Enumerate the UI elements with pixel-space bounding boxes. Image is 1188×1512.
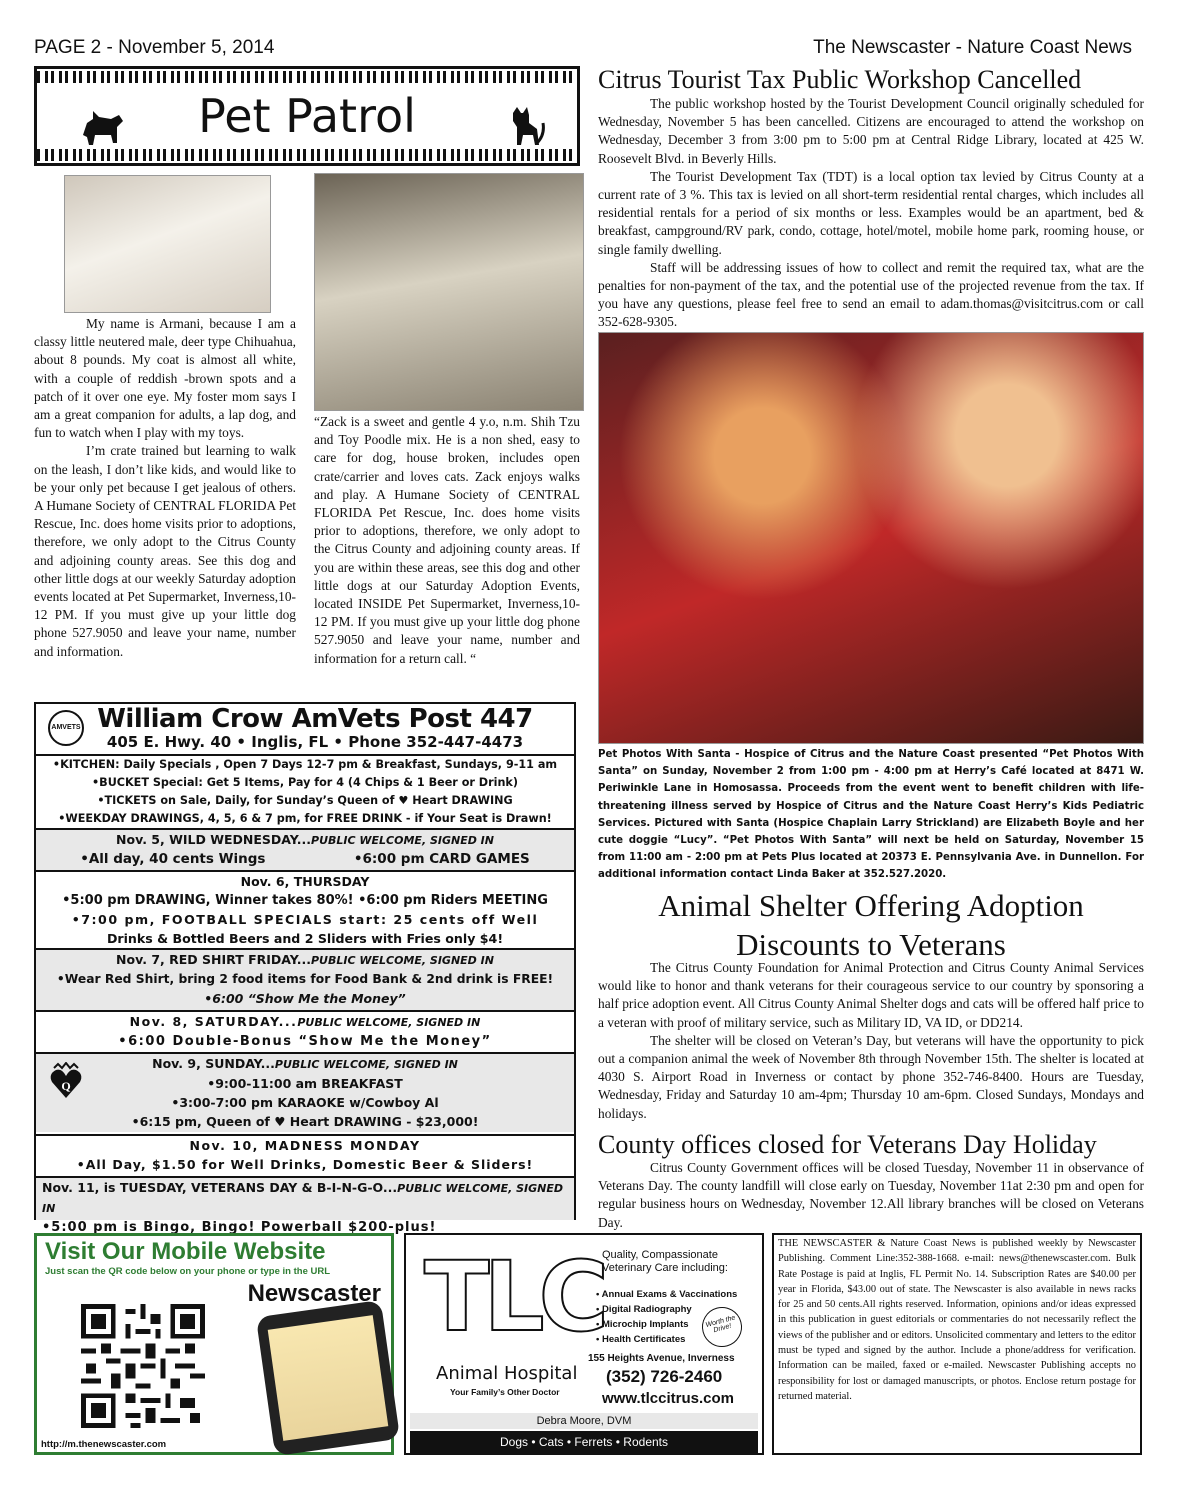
shelter-headline [598, 886, 1144, 964]
nov9-heading: Nov. 9, SUNDAY... [152, 1056, 275, 1071]
smartphone-icon [256, 1300, 400, 1456]
armani-paragraph-1: My name is Armani, because I am a classy little neutered male, deer type Chihuahua, about 8 pounds. My coat is almost all white, with a couple of reddish -brown spots and a patch of it over one eye. My foster mom says I am a great companion for adults, a lap dog, and fun to watch when I play with my toys. [34, 316, 296, 441]
amvets-advertisement [34, 702, 576, 1235]
publisher-text: THE NEWSCASTER & Nature Coast News is published weekly by Newscaster Publishing. Comment Line:352-388-1668. e-mail: news@thenewscaster.com. Bulk Rate Postage is paid at Inglis, FL Permit No. 14. Subscription Rates are $40.00 per year in Florida, $43.00 out of state. The Newscaster is also available in news racks for 25 and 50 cents.All rights reserved. Information, opinions and/or ideas expressed in this publication in guest editorials or commentaries do not necessarily reflect the views of the publisher and or editors. Unsolicited commentary and letters to the editor must be typed and signed by the author. Include a phone/address for verification. Information can be mailed, faxed or e-mailed. Newscaster Publishing accepts no responsibility for lost or damaged manuscripts, or photos. Enclose return postage for returned material. [778, 1238, 1136, 1402]
newscaster-brand: Newscaster [247, 1280, 381, 1307]
zack-shih-tzu-photo [314, 173, 584, 411]
mobile-ad-title: Visit Our Mobile Website [45, 1238, 326, 1265]
tickets-line: •TICKETS on Sale, Daily, for Sunday’s Queen of ♥ Heart DRAWING [97, 794, 513, 807]
shelter-paragraph-2: The shelter will be closed on Veteran’s Day, but veterans will have the opportunity to pick out a companion animal the week of November 8th through November 15th. The shelter is located at 4030 S. Airport Road in Inverness or contact by phone 352-746-8400. Hours are Tuesday, Wednesday, Friday and Saturday 10 am-4pm; Thursday 10 am-6pm. Closed Sundays, Mondays and holidays. [598, 1032, 1144, 1121]
nov7-heading: Nov. 7, RED SHIRT FRIDAY... [116, 952, 311, 967]
service-item: • Annual Exams & Vaccinations [596, 1287, 737, 1302]
nov8-double-bonus: •6:00 Double-Bonus “Show Me the Money” [118, 1034, 492, 1049]
tourist-tax-paragraph-1: The public workshop hosted by the Tourist Development Council originally scheduled for Wednesday, November 5 has been cancelled. Citizens are encouraged to attend the workshop on Wednesday, December 3 from 3:00 pm to 5:00 pm at Central Ridge Library, located at 425 W. Roosevelt Blvd. in Beverly Hills. [598, 96, 1144, 166]
nov6-drinks: Drinks & Bottled Beers and 2 Sliders with Fries only $4! [106, 931, 504, 946]
zack-story [314, 413, 580, 668]
mobile-website-ad [34, 1233, 394, 1455]
nov10-heading: Nov. 10, MADNESS MONDAY [189, 1138, 421, 1153]
svg-text:Q: Q [61, 1079, 71, 1093]
cat-icon [507, 105, 547, 153]
shelter-paragraph-1: The Citrus County Foundation for Animal Protection and Citrus County Animal Services would like to honor and thank veterans for their courageous service to our country by sponsoring a half price adoption event. All Citrus County Animal Shelter dogs and cats will be offered half price to a veteran with proof of military service, such as Military ID, VA ID, or DD214. [598, 960, 1144, 1030]
nov9-section [36, 1052, 574, 1132]
worth-the-drive-badge: Worth the Drive! [698, 1303, 747, 1352]
nov9-breakfast: •9:00-11:00 am BREAKFAST [207, 1076, 403, 1091]
nov6-drawing: •5:00 pm DRAWING, Winner takes 80%! •6:00 pm Riders MEETING [62, 893, 548, 908]
amvets-title: William Crow AmVets Post 447 [97, 704, 533, 734]
tourist-tax-headline: Citrus Tourist Tax Public Workshop Cancelled [598, 65, 1082, 94]
mobile-url-link[interactable]: http://m.thenewscaster.com [41, 1439, 167, 1450]
bucket-line: •BUCKET Special: Get 5 Items, Pay for 4 (4 Chips & 1 Beer or Drink) [92, 776, 518, 789]
mobile-ad-subtitle: Just scan the QR code below on your phone or type in the URL [45, 1266, 331, 1277]
nov6-football: •7:00 pm, FOOTBALL SPECIALS start: 25 cents off Well [71, 912, 539, 927]
nov9-queen-drawing: •6:15 pm, Queen of ♥ Heart DRAWING - $23,000! [131, 1114, 479, 1129]
service-item: • Digital Radiography [596, 1302, 737, 1317]
tlc-name: Animal Hospital [436, 1363, 578, 1384]
county-paragraph-1: Citrus County Government offices will be closed Tuesday, November 11 in observance of Veterans Day. The county landfill will close early on Tuesday, November 11at 2:30 pm and open for regular business hours on Wednesday, November 12.All library branches will be closed on Veterans Day. [598, 1160, 1144, 1230]
armani-chihuahua-photo [64, 175, 271, 313]
nov11-tag: PUBLIC WELCOME, SIGNED IN [42, 1182, 563, 1215]
nov7-tag: PUBLIC WELCOME, SIGNED IN [310, 954, 494, 967]
page-header-date: PAGE 2 - November 5, 2014 [34, 37, 275, 58]
amvets-general-specials [36, 754, 574, 828]
nov7-show-money: •6:00 “Show Me the Money” [204, 991, 406, 1006]
tlc-animals: Dogs • Cats • Ferrets • Rodents [410, 1431, 758, 1453]
tlc-animal-hospital-ad [404, 1233, 764, 1455]
zack-paragraph: “Zack is a sweet and gentle 4 y.o, n.m. Shih Tzu and Toy Poodle mix. He is a non shed, easy to care for dog, house broken, includes open crate/carrier and loves cats. Zack enjoys walks and play. A Humane Society of CENTRAL FLORIDA Pet Rescue, Inc. does home visits prior to adoptions, therefore, we only adopt to the Citrus County and adjoining county areas. If you are within these areas, see this dog and other little dogs at our Saturday Adoption Events, located INSIDE Pet Supermarket, Inverness,10-12 PM. If you must give up your little dog phone 527.9050 and leave your name, number and information for a return call. “ [314, 414, 580, 666]
nov5-wings: •All day, 40 cents Wings [80, 851, 266, 867]
nov8-heading: Nov. 8, SATURDAY... [129, 1014, 298, 1029]
service-item: • Microchip Implants [596, 1317, 737, 1332]
amvets-header [36, 704, 574, 754]
service-item: • Health Certificates [596, 1332, 737, 1347]
tourist-tax-paragraph-3: Staff will be addressing issues of how to collect and remit the required tax, what are the penalties for non-payment of the tax, and the potential use of the projected revenue from the tax. If you have any questions, please feel free to send an email to adam.thomas@visitcitrus.com or call 352-628-9305. [598, 259, 1144, 330]
nov10-section [36, 1134, 574, 1176]
tlc-phone: (352) 726-2460 [606, 1367, 723, 1386]
county-article [598, 1159, 1144, 1232]
tlc-logo: TLC [424, 1241, 604, 1353]
nov6-heading: Nov. 6, THURSDAY [240, 874, 370, 889]
tlc-website[interactable]: www.tlccitrus.com [602, 1390, 734, 1407]
page-header-paper: The Newscaster - Nature Coast News [813, 37, 1132, 58]
pet-patrol-banner [34, 66, 580, 166]
tlc-tagline: Your Family’s Other Doctor [450, 1387, 560, 1397]
nov5-card-games: •6:00 pm CARD GAMES [353, 851, 530, 867]
shelter-article [598, 959, 1144, 1123]
tourist-tax-paragraph-2: The Tourist Development Tax (TDT) is a local option tax levied by Citrus County at a current rate of 3 %. This tax is levied on all short-term residential rental charges, which includes all residential rentals for a period of six months or less. Examples would be an apartment, bed & breakfast, campground/RV park, condo, cottage, hotel/motel, mobile home park, rooming house, or single family dwelling. [598, 168, 1144, 257]
chain-border-top [37, 71, 577, 83]
kitchen-line: •KITCHEN: Daily Specials , Open 7 Days 12-7 pm & Breakfast, Sundays, 9-11 am [52, 758, 558, 771]
publisher-info-box [772, 1233, 1142, 1455]
nov7-section [36, 948, 574, 1010]
weekday-drawings-line: •WEEKDAY DRAWINGS, 4, 5, 6 & 7 pm, for FREE DRINK - if Your Seat is Drawn! [58, 812, 552, 825]
santa-pet-photo [598, 332, 1144, 744]
county-headline: County offices closed for Veterans Day Holiday [598, 1130, 1097, 1159]
nov5-heading: Nov. 5, WILD WEDNESDAY... [116, 832, 312, 847]
nov11-section [36, 1176, 574, 1235]
queen-of-hearts-icon [46, 1062, 86, 1102]
nov10-drinks: •All Day, $1.50 for Well Drinks, Domestic Beer & Sliders! [76, 1157, 534, 1172]
pet-patrol-title: Pet Patrol [198, 89, 416, 143]
amvets-logo: AMVETS [48, 710, 84, 746]
nov11-heading: Nov. 11, is TUESDAY, VETERANS DAY & B-I-N-G-O... [42, 1180, 398, 1195]
nov5-tag: PUBLIC WELCOME, SIGNED IN [311, 834, 494, 847]
nov11-bingo: •5:00 pm is Bingo, Bingo! Powerball $200-plus! [42, 1220, 437, 1235]
phone-screen [268, 1315, 389, 1441]
shelter-headline-line2: Discounts to Veterans [736, 927, 1006, 962]
tlc-quality: Quality, Compassionate Veterinary Care including: [602, 1249, 728, 1274]
tlc-address: 155 Heights Avenue, Inverness [588, 1353, 735, 1364]
nov5-section [36, 828, 574, 870]
qr-code-icon[interactable] [81, 1304, 205, 1428]
nov9-karaoke: •3:00-7:00 pm KARAOKE w/Cowboy Al [171, 1095, 439, 1110]
amvets-address: 405 E. Hwy. 40 • Inglis, FL • Phone 352-447-4473 [106, 733, 524, 751]
tourist-tax-article [598, 95, 1144, 332]
tlc-doctor: Debra Moore, DVM [410, 1413, 758, 1429]
nov8-tag: PUBLIC WELCOME, SIGNED IN [297, 1016, 481, 1029]
nov8-section [36, 1010, 574, 1052]
armani-story [34, 315, 296, 661]
armani-paragraph-2: I’m crate trained but learning to walk on the leash, I don’t like kids, and would like to be your only pet because I get jealous of others. A Humane Society of CENTRAL FLORIDA Pet Rescue, Inc. does home visits prior to adoptions, therefore, we only adopt to the Citrus County and adjoining county areas. See this dog and other little dogs at our weekly Saturday adoption events located at Pet Supermarket, Inverness,10-12 PM. If you must give up your little dog phone 527.9050 and leave your name, number and information. [34, 443, 296, 659]
santa-photo-caption: Pet Photos With Santa - Hospice of Citrus and the Nature Coast presented “Pet Photos With Santa” on Sunday, November 2 from 1:00 pm - 4:00 pm at Herry’s Café located at 8471 W. Periwinkle Lane in Homosassa. Proceeds from the event went to benefit children with life-threatening illness served by Hospice of Citrus and the Nature Coast Herry’s Kids Pediatric Services. Pictured with Santa (Hospice Chaplain Larry Strickland) are Elizabeth Boyle and her cute doggie “Lucy”. “Pet Photos With Santa” will next be held on Saturday, November 15 from 11:00 am - 2:00 pm at Pets Plus located at 20373 E. Pennsylvania Ave. in Dunnellon. For additional information contact Linda Baker at 352.527.2020. [598, 749, 1144, 881]
shelter-headline-line1: Animal Shelter Offering Adoption [658, 888, 1084, 923]
nov6-section [36, 870, 574, 948]
nov7-red-shirt: •Wear Red Shirt, bring 2 food items for Food Bank & 2nd drink is FREE! [56, 972, 554, 986]
nov9-tag: PUBLIC WELCOME, SIGNED IN [274, 1058, 458, 1071]
